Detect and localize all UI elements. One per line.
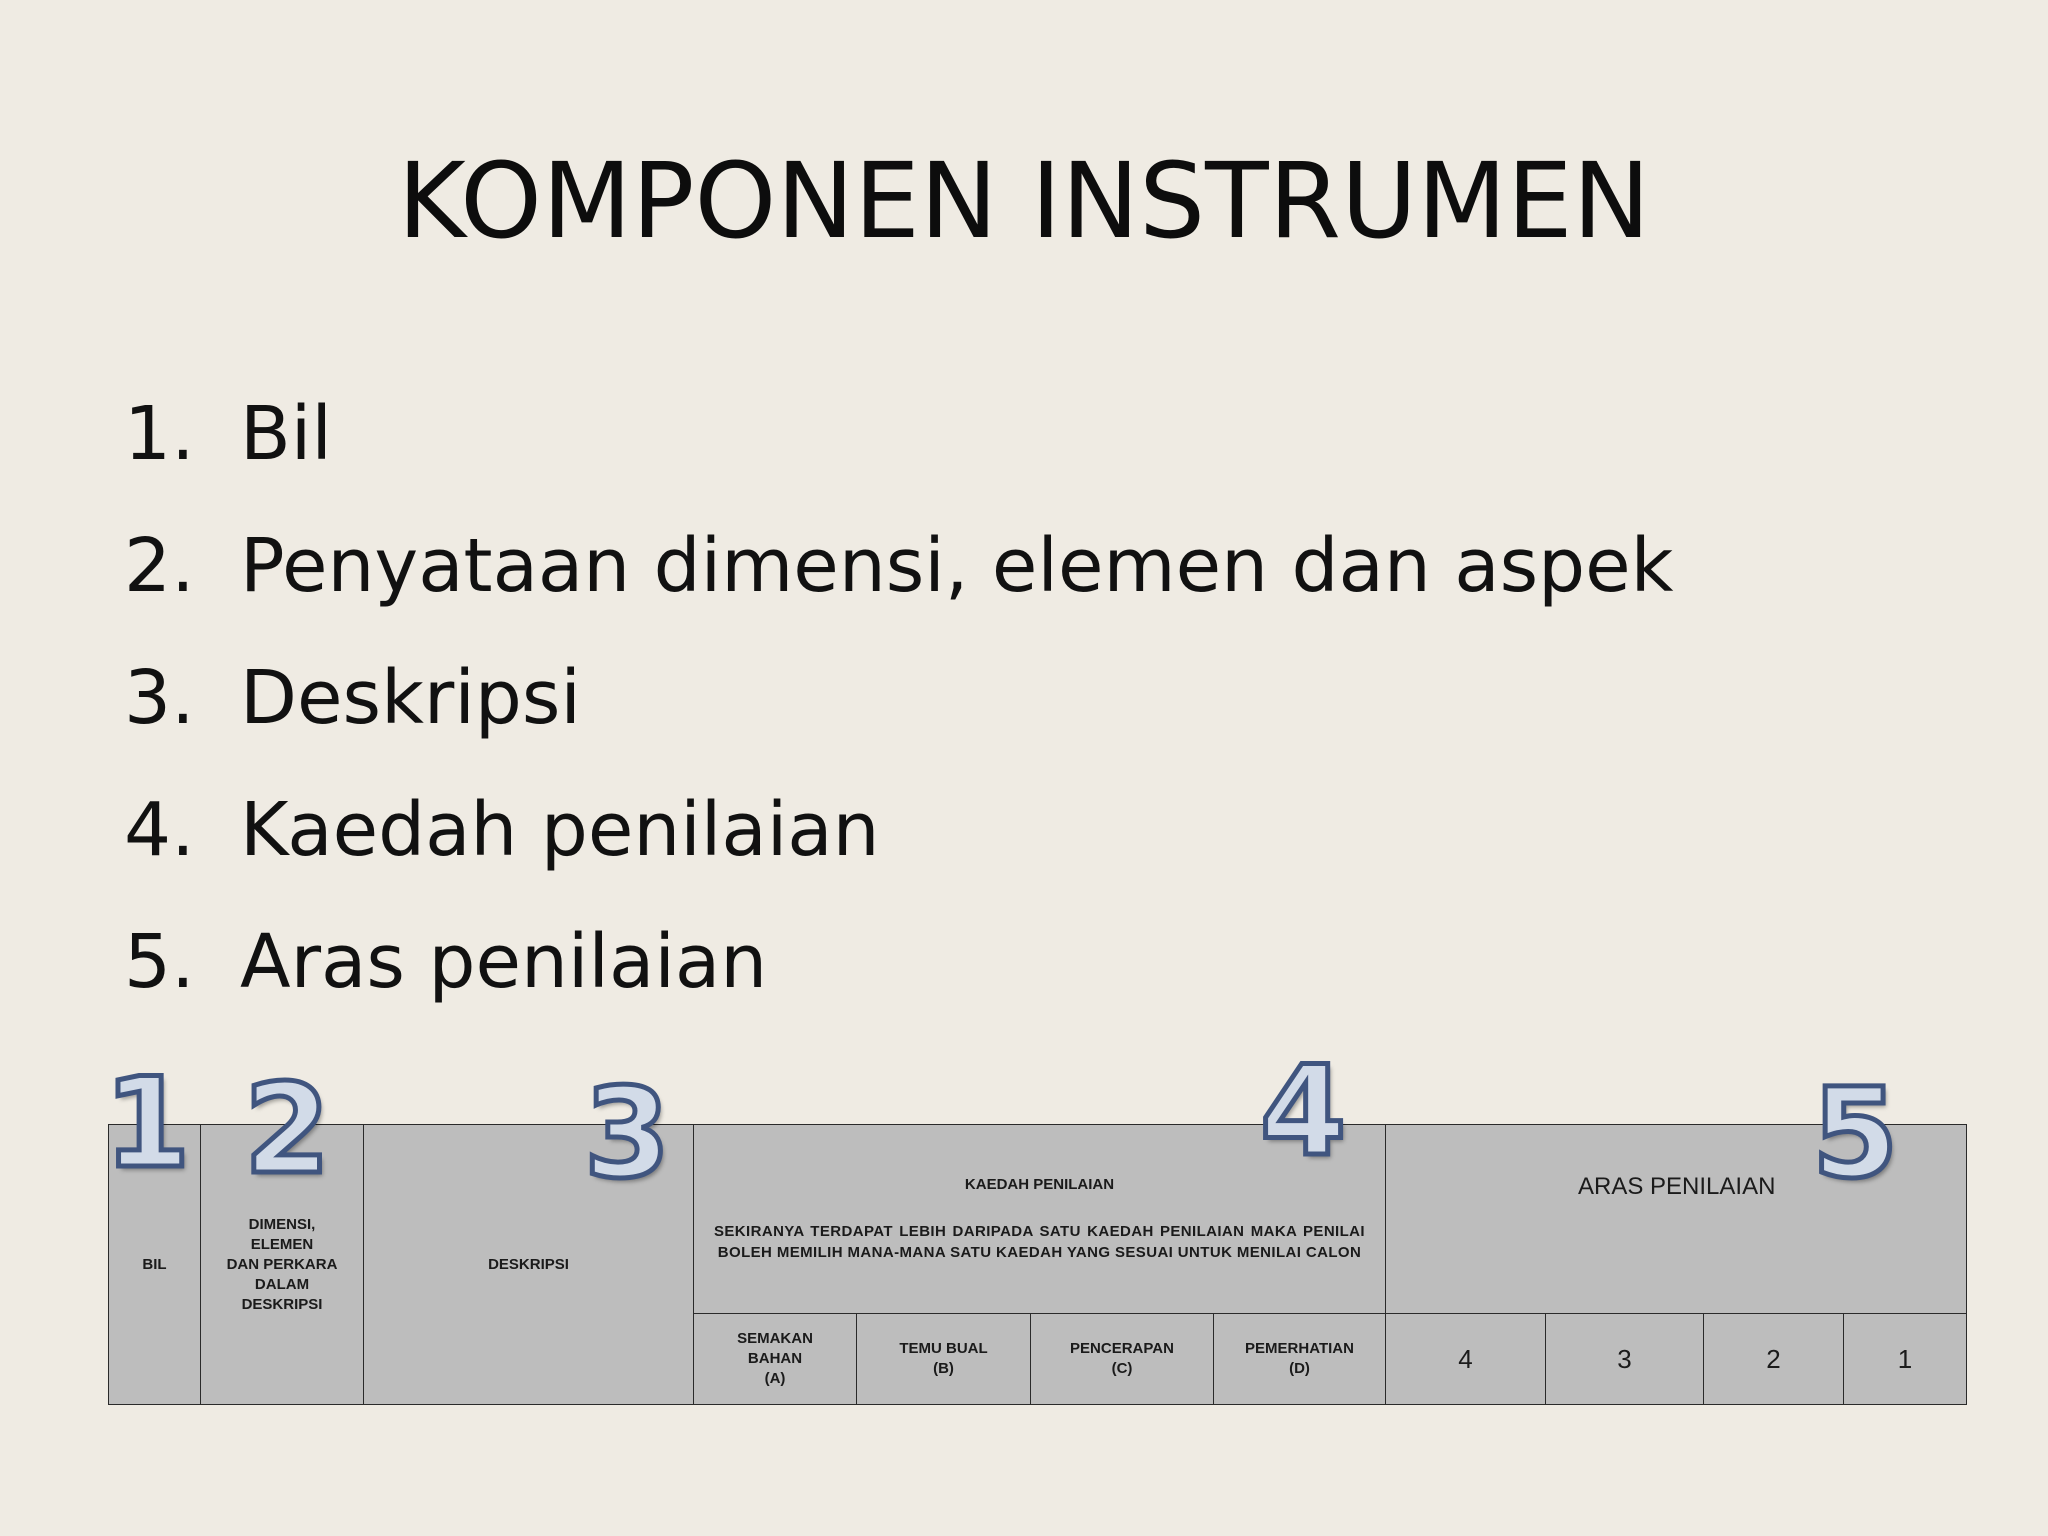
level-1: 1 [1844,1314,1967,1405]
level-3: 3 [1546,1314,1704,1405]
list-item-text: Deskripsi [240,655,581,741]
method-temu-bual: TEMU BUAL (B) [857,1314,1031,1405]
marker-2: 2 [244,1058,331,1202]
header-deskripsi: DESKRIPSI [364,1125,694,1405]
list-item-number: 4. [124,787,195,873]
marker-5: 5 [1812,1062,1899,1206]
marker-4: 4 [1260,1040,1347,1184]
kaedah-note: SEKIRANYA TERDAPAT LEBIH DARIPADA SATU KAEDAH PENILAIAN MAKA PENILAI BOLEH MEMILIH MANA-MANA SATU KAEDAH YANG SESUAI UNTUK MENILAI CALON [714,1223,1365,1261]
component-list [124,368,1674,1028]
method-pemerhatian: PEMERHATIAN (D) [1214,1314,1386,1405]
list-item-text: Bil [240,391,332,477]
marker-3: 3 [584,1062,671,1206]
kaedah-title: KAEDAH PENILAIAN [964,1176,1115,1193]
list-item [124,764,1674,896]
list-item-number: 3. [124,655,195,741]
header-aras-penilaian: ARAS PENILAIAN [1386,1125,1967,1314]
header-dimensi: DIMENSI, ELEMEN DAN PERKARA DALAM DESKRIPSI [201,1125,364,1405]
list-item [124,500,1674,632]
list-item [124,368,1674,500]
marker-1: 1 [104,1052,191,1196]
slide-title: KOMPONEN INSTRUMEN [397,140,1651,262]
list-item-number: 2. [124,523,195,609]
method-pencerapan: PENCERAPAN (C) [1031,1314,1214,1405]
list-item [124,632,1674,764]
method-semakan-bahan: SEMAKAN BAHAN (A) [694,1314,857,1405]
list-item-number: 5. [124,919,195,1005]
list-item-text: Aras penilaian [240,919,768,1005]
instrument-table [108,1124,1967,1405]
list-item-number: 1. [124,391,195,477]
list-item-text: Penyataan dimensi, elemen dan aspek [240,523,1674,609]
level-4: 4 [1386,1314,1546,1405]
header-bil: BIL [109,1125,201,1405]
list-item-text: Kaedah penilaian [240,787,880,873]
list-item [124,896,1674,1028]
level-2: 2 [1704,1314,1844,1405]
